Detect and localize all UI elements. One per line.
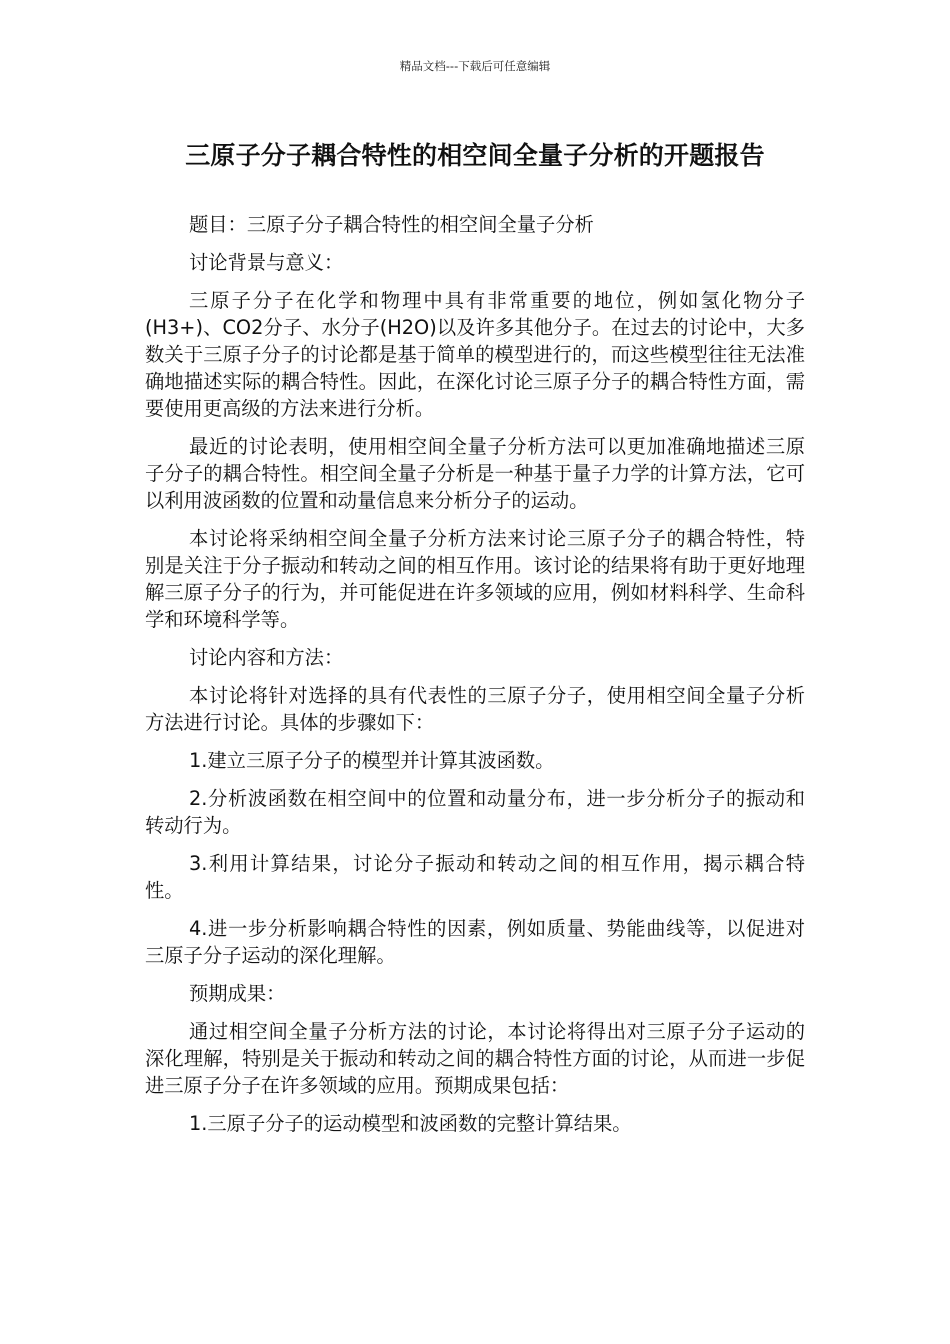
background-paragraph-1: 三原子分子在化学和物理中具有非常重要的地位，例如氢化物分子(H3+)、CO2分子、水分子(H2O)以及许多其他分子。在过去的讨论中，大多数关于三原子分子的讨论都是基于简单的模型进行的，而这些模型往往无法准确地描述实际的耦合特性。因此，在深化讨论三原子分子的耦合特性方面，需要使用更高级的方法来进行分析。	[145, 289, 805, 420]
method-step-2: 2.分析波函数在相空间中的位置和动量分布，进一步分析分子的振动和转动行为。	[145, 787, 805, 837]
document-body	[145, 211, 805, 1148]
section-heading-background: 讨论背景与意义：	[189, 251, 344, 274]
document-title: 三原子分子耦合特性的相空间全量子分析的开题报告	[185, 141, 765, 170]
background-paragraph-2: 最近的讨论表明，使用相空间全量子分析方法可以更加准确地描述三原子分子的耦合特性。相空间全量子分析是一种基于量子力学的计算方法，它可以利用波函数的位置和动量信息来分析分子的运动。	[145, 435, 805, 512]
section-heading-methods: 讨论内容和方法：	[189, 646, 344, 669]
method-step-1: 1.建立三原子分子的模型并计算其波函数。	[189, 749, 555, 772]
method-step-4: 4.进一步分析影响耦合特性的因素，例如质量、势能曲线等，以促进对三原子分子运动的深化理解。	[145, 917, 805, 967]
topic-line: 题目：三原子分子耦合特性的相空间全量子分析	[189, 213, 594, 236]
section-heading-expected-results: 预期成果：	[189, 982, 286, 1005]
background-paragraph-3: 本讨论将采纳相空间全量子分析方法来讨论三原子分子的耦合特性，特别是关注于分子振动和转动之间的相互作用。该讨论的结果将有助于更好地理解三原子分子的行为，并可能促进在许多领域的应用，例如材料科学、生命科学和环境科学等。	[145, 527, 805, 631]
page-header: 精品文档---下载后可任意编辑	[399, 59, 551, 73]
methods-intro-paragraph: 本讨论将针对选择的具有代表性的三原子分子，使用相空间全量子分析方法进行讨论。具体的步骤如下：	[145, 684, 805, 734]
expected-result-item-1: 1.三原子分子的运动模型和波函数的完整计算结果。	[189, 1112, 632, 1135]
method-step-3: 3.利用计算结果，讨论分子振动和转动之间的相互作用，揭示耦合特性。	[145, 852, 805, 902]
expected-results-paragraph: 通过相空间全量子分析方法的讨论，本讨论将得出对三原子分子运动的深化理解，特别是关于振动和转动之间的耦合特性方面的讨论，从而进一步促进三原子分子在许多领域的应用。预期成果包括：	[145, 1020, 805, 1097]
